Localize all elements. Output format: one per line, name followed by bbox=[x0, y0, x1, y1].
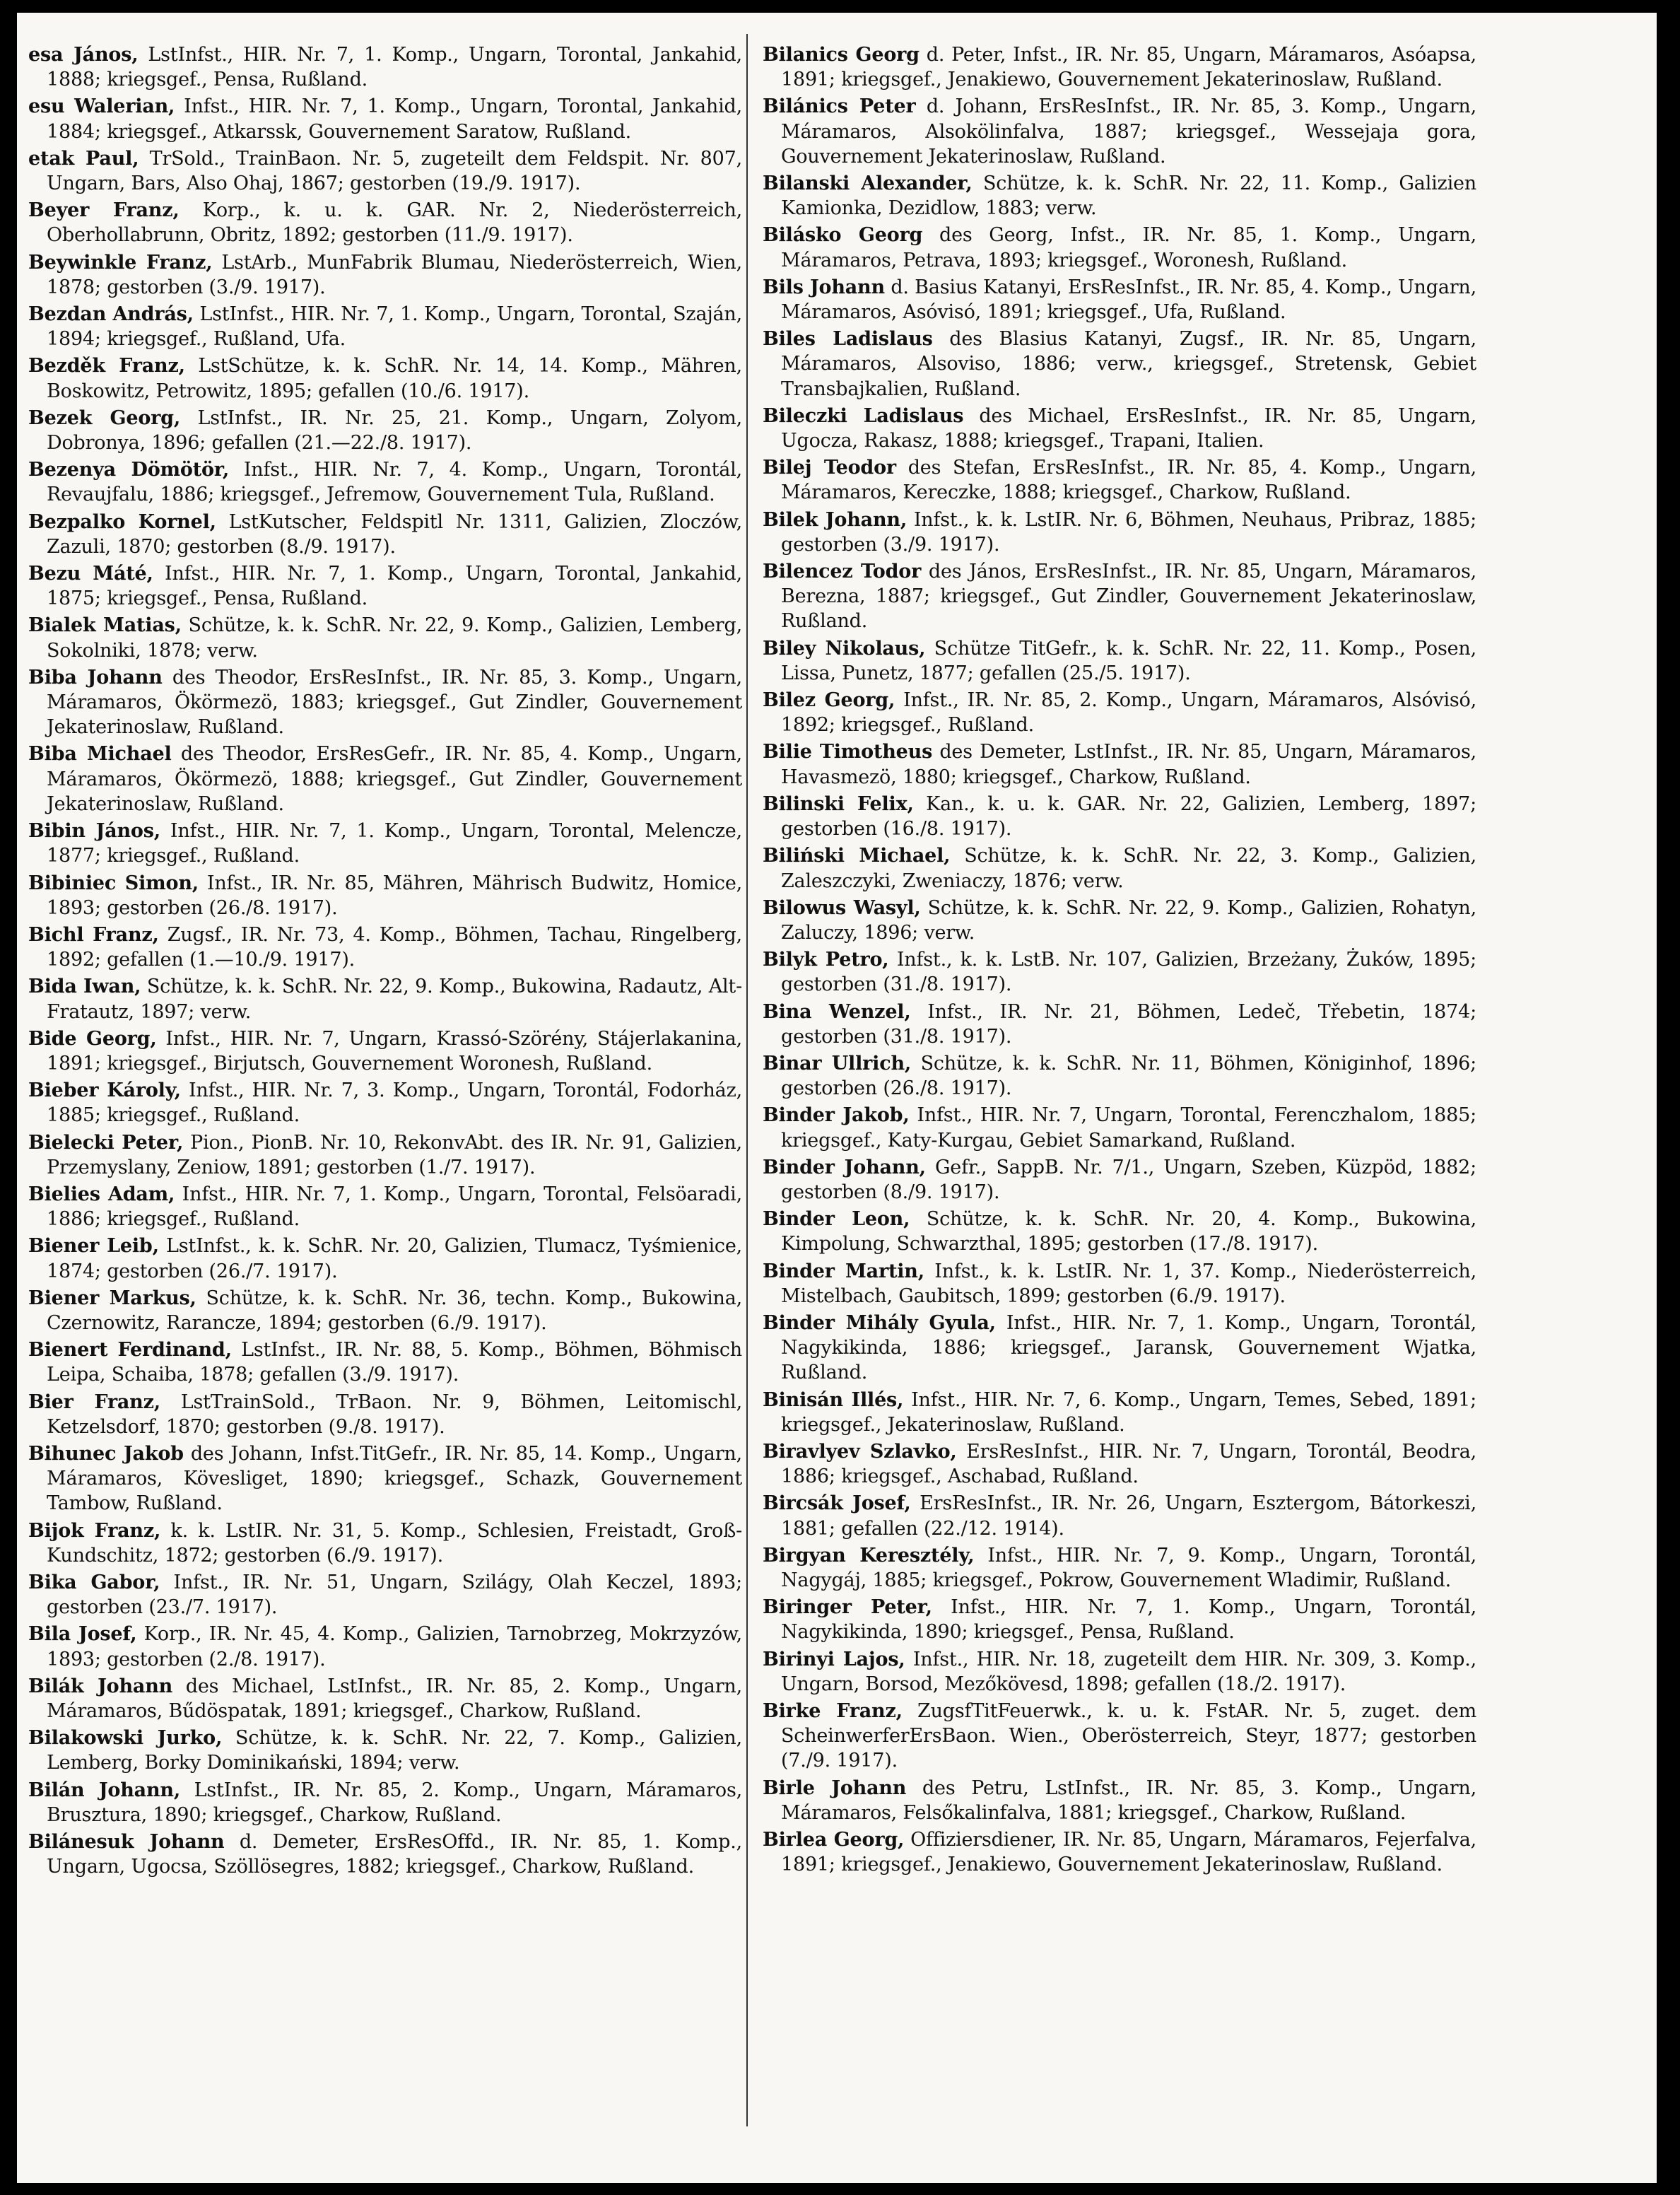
entry-name: Bilánics Peter bbox=[763, 95, 916, 118]
entry-name: Binder Jakob, bbox=[763, 1104, 910, 1127]
entry-name: Birle Johann bbox=[763, 1777, 907, 1799]
entry-name: Birinyi Lajos, bbox=[763, 1648, 905, 1670]
entry-details: ErsResInfst., IR. Nr. 26, Ungarn, Esztergom, Bátorkeszi, 1881; gefallen (22./12. 1914). bbox=[781, 1492, 1476, 1540]
entry-name: Binder Johann, bbox=[763, 1156, 926, 1178]
entry-details: LstTrainSold., TrBaon. Nr. 9, Böhmen, Leitomischl, Ketzelsdorf, 1870; gestorben (9./8. 1917). bbox=[47, 1391, 742, 1438]
column-divider bbox=[746, 34, 748, 2126]
entry-name: Bilinski Felix, bbox=[763, 792, 914, 815]
entry-details: LstInfst., IR. Nr. 88, 5. Komp., Böhmen, Böhmisch Leipa, Schaiba, 1878; gefallen (3./9. 1917). bbox=[47, 1339, 742, 1386]
list-entry bbox=[28, 561, 742, 611]
entry-details: LstInfst., IR. Nr. 85, 2. Komp., Ungarn, Máramaros, Brusztura, 1890; kriegsgef., Charkow, Rußland. bbox=[47, 1779, 742, 1826]
list-entry bbox=[763, 1388, 1476, 1437]
list-entry bbox=[763, 223, 1476, 272]
entry-name: Birlea Georg, bbox=[763, 1829, 905, 1851]
entry-details: Infst., HIR. Nr. 7, 3. Komp., Ungarn, Torontál, Fodorház, 1885; kriegsgef., Rußland. bbox=[47, 1079, 742, 1127]
entry-details: d. Demeter, ErsResOffd., IR. Nr. 85, 1. Komp., Ungarn, Ugocsa, Szöllösegres, 1882; kriegsgef., Charkow, Rußland. bbox=[47, 1831, 743, 1878]
list-entry bbox=[28, 1078, 742, 1128]
entry-name: Bilanski Alexander, bbox=[763, 172, 973, 195]
list-entry bbox=[28, 457, 742, 507]
entry-name: Bilanics Georg bbox=[763, 44, 920, 66]
entry-name: Bijok Franz, bbox=[28, 1519, 161, 1542]
entry-name: Biringer Peter, bbox=[763, 1596, 932, 1619]
entry-name: Biba Johann bbox=[28, 666, 163, 689]
list-entry bbox=[28, 146, 742, 196]
entry-name: Bielecki Peter, bbox=[28, 1131, 184, 1154]
entry-details: Schütze, k. k. SchR. Nr. 11, Böhmen, Königinhof, 1896; gestorben (26./8. 1917). bbox=[781, 1052, 1476, 1100]
entry-name: Bichl Franz, bbox=[28, 923, 159, 946]
list-entry bbox=[763, 1776, 1476, 1825]
list-entry bbox=[763, 843, 1476, 893]
entry-name: Bina Wenzel, bbox=[763, 1000, 911, 1023]
entry-name: Bilej Teodor bbox=[763, 457, 896, 479]
entry-details: Infst., IR. Nr. 85, 2. Komp., Ungarn, Máramaros, Alsóvisó, 1892; kriegsgef., Rußland. bbox=[781, 689, 1476, 737]
entry-name: Bibiniec Simon, bbox=[28, 872, 199, 894]
entry-details: des Georg, Infst., IR. Nr. 85, 1. Komp., Ungarn, Máramaros, Petrava, 1893; kriegsgef., Woronesh, Rußland. bbox=[781, 224, 1476, 271]
entry-name: Bilakowski Jurko, bbox=[28, 1727, 223, 1750]
list-entry bbox=[28, 871, 742, 920]
list-entry bbox=[763, 508, 1476, 557]
list-entry bbox=[763, 947, 1476, 997]
entry-details: Schütze TitGefr., k. k. SchR. Nr. 22, 11. Komp., Posen, Lissa, Punetz, 1877; gefallen (25./5. 1917). bbox=[781, 637, 1476, 684]
entry-name: Biener Leib, bbox=[28, 1235, 159, 1258]
entry-name: Bieber Károly, bbox=[28, 1079, 181, 1102]
list-entry bbox=[763, 1491, 1476, 1540]
list-entry bbox=[28, 1570, 742, 1620]
list-entry bbox=[763, 327, 1476, 402]
entry-name: esa János, bbox=[28, 44, 139, 66]
entry-details: Infst., HIR. Nr. 7, 1. Komp., Ungarn, Torontal, Felsöaradi, 1886; kriegsgef., Rußland. bbox=[47, 1183, 742, 1231]
entry-details: Schütze, k. k. SchR. Nr. 20, 4. Komp., Bukowina, Kimpolung, Schwarzthal, 1895; gestorben (17./8. 1917). bbox=[781, 1208, 1476, 1255]
entry-details: ZugsfTitFeuerwk., k. u. k. FstAR. Nr. 5, zuget. dem ScheinwerferErsBaon. Wien., Oberösterreich, Steyr, 1877; gestorben (7./9. 1917). bbox=[781, 1700, 1476, 1772]
list-entry bbox=[763, 94, 1476, 169]
entry-details: Infst., k. k. LstIR. Nr. 6, Böhmen, Neuhaus, Pribraz, 1885; gestorben (3./9. 1917). bbox=[781, 508, 1476, 556]
entry-name: Bilánesuk Johann bbox=[28, 1831, 225, 1854]
list-entry bbox=[763, 1000, 1476, 1049]
list-entry bbox=[28, 1518, 742, 1568]
list-entry bbox=[763, 1647, 1476, 1697]
entry-name: Bircsák Josef, bbox=[763, 1492, 911, 1515]
entry-name: Bileczki Ladislaus bbox=[763, 404, 964, 427]
entry-name: Biliński Michael, bbox=[763, 845, 951, 867]
list-entry bbox=[28, 1182, 742, 1231]
list-entry bbox=[763, 275, 1476, 324]
entry-details: Schütze, k. k. SchR. Nr. 22, 11. Komp., Galizien Kamionka, Dezidlow, 1883; verw. bbox=[781, 172, 1476, 220]
list-entry bbox=[763, 1595, 1476, 1644]
list-entry bbox=[763, 404, 1476, 453]
list-entry bbox=[763, 1311, 1476, 1386]
list-entry bbox=[763, 792, 1476, 841]
entry-details: Infst., IR. Nr. 21, Böhmen, Ledeč, Třebetin, 1874; gestorben (31./8. 1917). bbox=[781, 1000, 1476, 1048]
list-entry bbox=[28, 1726, 742, 1775]
entry-details: k. k. LstIR. Nr. 31, 5. Komp., Schlesien, Freistadt, Groß-Kundschitz, 1872; gestorben (6./9. 1917). bbox=[47, 1519, 742, 1567]
entry-details: Infst., HIR. Nr. 18, zugeteilt dem HIR. Nr. 309, 3. Komp., Ungarn, Borsod, Mezőkövesd, 1898; gefallen (18./2. 1917). bbox=[781, 1648, 1476, 1695]
list-entry bbox=[28, 1778, 742, 1827]
list-entry bbox=[28, 353, 742, 403]
entry-details: Infst., k. k. LstB. Nr. 107, Galizien, Brzeżany, Żuków, 1895; gestorben (31./8. 1917). bbox=[781, 949, 1476, 996]
entry-details: des Michael, LstInfst., IR. Nr. 85, 2. Komp., Ungarn, Máramaros, Bűdöspatak, 1891; kriegsgef., Charkow, Rußland. bbox=[47, 1675, 742, 1722]
entry-name: Beyer Franz, bbox=[28, 199, 180, 222]
entry-name: Bihunec Jakob bbox=[28, 1442, 184, 1465]
entry-details: LstInfst., IR. Nr. 25, 21. Komp., Ungarn, Zolyom, Dobronya, 1896; gefallen (21.—22./8. 1917). bbox=[47, 406, 742, 455]
entry-details: TrSold., TrainBaon. Nr. 5, zugeteilt dem Feldspit. Nr. 807, Ungarn, Bars, Also Ohaj, 1867; gestorben (19./9. 1917). bbox=[47, 147, 742, 195]
entry-details: LstSchütze, k. k. SchR. Nr. 14, 14. Komp., Mähren, Boskowitz, Petrowitz, 1895; gefallen (10./6. 1917). bbox=[47, 355, 742, 402]
entry-details: des Theodor, ErsResGefr., IR. Nr. 85, 4. Komp., Ungarn, Máramaros, Ökörmezö, 1888; kriegsgef., Gut Zindler, Gouvernement Jekaterinoslaw, Rußland. bbox=[47, 743, 742, 815]
entry-name: Bialek Matias, bbox=[28, 614, 182, 637]
entry-details: LstInfst., k. k. SchR. Nr. 20, Galizien, Tlumacz, Tyśmienice, 1874; gestorben (26./7. 1917). bbox=[47, 1235, 743, 1282]
list-entry bbox=[28, 819, 742, 868]
entry-name: Bilyk Petro, bbox=[763, 949, 889, 971]
document-page bbox=[17, 13, 1657, 2183]
entry-name: Bilek Johann, bbox=[763, 508, 907, 531]
list-entry bbox=[28, 974, 742, 1024]
entry-name: Biba Michael bbox=[28, 743, 172, 766]
entry-name: Beywinkle Franz, bbox=[28, 251, 213, 274]
entry-name: Bielies Adam, bbox=[28, 1183, 175, 1205]
list-entry bbox=[28, 1026, 742, 1076]
right-column bbox=[763, 42, 1476, 1879]
list-entry bbox=[763, 1259, 1476, 1309]
list-entry bbox=[28, 198, 742, 247]
entry-details: des Theodor, ErsResInfst., IR. Nr. 85, 3. Komp., Ungarn, Máramaros, Ökörmezö, 1883; kriegsgef., Gut Zindler, Gouvernement Jekaterinoslaw, Rußland. bbox=[47, 666, 742, 739]
list-entry bbox=[763, 559, 1476, 634]
list-entry bbox=[28, 1441, 742, 1516]
entry-name: Bika Gabor, bbox=[28, 1571, 160, 1593]
entry-details: Schütze, k. k. SchR. Nr. 22, 9. Komp., Galizien, Lemberg, Sokolniki, 1878; verw. bbox=[47, 614, 742, 662]
list-entry bbox=[28, 94, 742, 144]
list-entry bbox=[28, 42, 742, 92]
entry-name: Biles Ladislaus bbox=[763, 328, 933, 351]
entry-details: d. Peter, Infst., IR. Nr. 85, Ungarn, Máramaros, Asóapsa, 1891; kriegsgef., Jenakiewo, Gouvernement Jekaterinoslaw, Rußland. bbox=[781, 44, 1476, 91]
list-entry bbox=[763, 739, 1476, 789]
entry-name: Binder Martin, bbox=[763, 1260, 924, 1282]
entry-details: Schütze, k. k. SchR. Nr. 22, 3. Komp., Galizien, Zaleszczyki, Zweniaczy, 1876; verw. bbox=[781, 845, 1476, 892]
entry-name: Biravlyev Szlavko, bbox=[763, 1440, 957, 1463]
entry-details: LstInfst., HIR. Nr. 7, 1. Komp., Ungarn, Torontal, Jankahid, 1888; kriegsgef., Pensa, Rußland. bbox=[47, 44, 742, 91]
entry-name: Bienert Ferdinand, bbox=[28, 1339, 232, 1362]
entry-name: Bezu Máté, bbox=[28, 563, 153, 585]
list-entry bbox=[763, 1155, 1476, 1205]
list-entry bbox=[28, 1674, 742, 1723]
entry-name: Bezděk Franz, bbox=[28, 355, 185, 377]
entry-details: Infst., HIR. Nr. 7, 4. Komp., Ungarn, Torontál, Revaujfalu, 1886; kriegsgef., Jefremow, Gouvernement Tula, Rußland. bbox=[47, 459, 742, 506]
entry-name: Bibin János, bbox=[28, 820, 160, 843]
list-entry bbox=[28, 406, 742, 455]
entry-name: Bila Josef, bbox=[28, 1623, 137, 1646]
entry-name: Bida Iwan, bbox=[28, 976, 141, 998]
entry-name: Bezek Georg, bbox=[28, 406, 181, 429]
entry-details: Offiziersdiener, IR. Nr. 85, Ungarn, Máramaros, Fejerfalva, 1891; kriegsgef., Jenakiewo, Gouvernement Jekaterinoslaw, Rußland. bbox=[781, 1829, 1476, 1876]
entry-details: LstInfst., HIR. Nr. 7, 1. Komp., Ungarn, Torontal, Szaján, 1894; kriegsgef., Rußland, Ufa. bbox=[47, 303, 742, 351]
entry-details: Infst., HIR. Nr. 7, 1. Komp., Ungarn, Torontál, Nagykikinda, 1890; kriegsgef., Pensa, Rußland. bbox=[781, 1596, 1476, 1644]
entry-details: Schütze, k. k. SchR. Nr. 22, 9. Komp., Galizien, Rohatyn, Zaluczy, 1896; verw. bbox=[781, 896, 1476, 944]
entry-details: LstKutscher, Feldspitl Nr. 1311, Galizien, Zloczów, Zazuli, 1870; gestorben (8./9. 1917). bbox=[47, 510, 742, 558]
entry-name: Binar Ullrich, bbox=[763, 1052, 912, 1075]
entry-name: Bils Johann bbox=[763, 276, 885, 298]
entry-name: Bilie Timotheus bbox=[763, 741, 933, 763]
entry-name: Biener Markus, bbox=[28, 1287, 196, 1309]
entry-details: Infst., HIR. Nr. 7, 1. Komp., Ungarn, Torontal, Melencze, 1877; kriegsgef., Rußland. bbox=[47, 820, 742, 867]
entry-name: Bilencez Todor bbox=[763, 561, 922, 583]
list-entry bbox=[763, 1051, 1476, 1101]
entry-details: Infst., HIR. Nr. 7, 1. Komp., Ungarn, Torontál, Nagykikinda, 1886; kriegsgef., Jaransk, Gouvernement Wjatka, Rußland. bbox=[781, 1311, 1476, 1384]
entry-details: des Stefan, ErsResInfst., IR. Nr. 85, 4. Komp., Ungarn, Máramaros, Kereczke, 1888; kriegsgef., Charkow, Rußland. bbox=[781, 457, 1476, 504]
list-entry bbox=[28, 665, 742, 740]
entry-details: des Blasius Katanyi, Zugsf., IR. Nr. 85, Ungarn, Máramaros, Alsoviso, 1886; verw., kriegsgef., Stretensk, Gebiet Transbajkalien, Rußland. bbox=[781, 328, 1476, 400]
entry-name: Binisán Illés, bbox=[763, 1388, 904, 1411]
entry-name: Bide Georg, bbox=[28, 1027, 157, 1050]
list-entry bbox=[763, 688, 1476, 737]
entry-name: Birke Franz, bbox=[763, 1700, 903, 1722]
entry-details: des Michael, ErsResInfst., IR. Nr. 85, Ungarn, Ugocza, Rakasz, 1888; kriegsgef., Trapani, Italien. bbox=[781, 404, 1476, 452]
entry-details: Infst., HIR. Nr. 7, Ungarn, Torontal, Ferenczhalom, 1885; kriegsgef., Katy-Kurgau, Gebiet Samarkand, Rußland. bbox=[781, 1104, 1476, 1152]
entry-details: Schütze, k. k. SchR. Nr. 22, 7. Komp., Galizien, Lemberg, Borky Dominikański, 1894; verw. bbox=[47, 1727, 743, 1774]
list-entry bbox=[28, 1130, 742, 1180]
entry-name: Biley Nikolaus, bbox=[763, 637, 926, 660]
list-entry bbox=[28, 613, 742, 662]
entry-name: Binder Leon, bbox=[763, 1208, 910, 1231]
entry-details: Infst., HIR. Nr. 7, 1. Komp., Ungarn, Torontal, Jankahid, 1875; kriegsgef., Pensa, Rußland. bbox=[47, 563, 742, 610]
entry-name: Bier Franz, bbox=[28, 1391, 160, 1413]
entry-details: Infst., HIR. Nr. 7, 6. Komp., Ungarn, Temes, Sebed, 1891; kriegsgef., Jekaterinoslaw, Rußland. bbox=[781, 1388, 1476, 1436]
entry-details: Gefr., SappB. Nr. 7/1., Ungarn, Szeben, Küzpöd, 1882; gestorben (8./9. 1917). bbox=[781, 1156, 1476, 1203]
list-entry bbox=[763, 636, 1476, 686]
list-entry bbox=[28, 1830, 742, 1879]
entry-details: Korp., IR. Nr. 45, 4. Komp., Galizien, Tarnobrzeg, Mokrzyzów, 1893; gestorben (2./8. 1917). bbox=[47, 1623, 742, 1670]
list-entry bbox=[763, 42, 1476, 92]
entry-details: Pion., PionB. Nr. 10, RekonvAbt. des IR. Nr. 91, Galizien, Przemyslany, Zeniow, 1891; gestorben (1./7. 1917). bbox=[47, 1131, 742, 1178]
entry-name: Bilez Georg, bbox=[763, 689, 895, 712]
list-entry bbox=[763, 1543, 1476, 1593]
entry-details: des Johann, Infst.TitGefr., IR. Nr. 85, 14. Komp., Ungarn, Máramaros, Kövesliget, 1890; kriegsgef., Schazk, Gouvernement Tambow, Rußland. bbox=[47, 1442, 742, 1515]
entry-name: Bilák Johann bbox=[28, 1675, 173, 1697]
entry-name: Bezpalko Kornel, bbox=[28, 510, 216, 533]
list-entry bbox=[28, 1338, 742, 1387]
entry-details: des János, ErsResInfst., IR. Nr. 85, Ungarn, Máramaros, Berezna, 1887; kriegsgef., Gut Zindler, Gouvernement Jekaterinoslaw, Rußland. bbox=[781, 561, 1477, 633]
entry-name: Bezdan András, bbox=[28, 303, 194, 326]
list-entry bbox=[763, 1699, 1476, 1774]
list-entry bbox=[28, 1286, 742, 1335]
entry-details: Korp., k. u. k. GAR. Nr. 2, Niederösterreich, Oberhollabrunn, Obritz, 1892; gestorben (11./9. 1917). bbox=[47, 199, 743, 247]
left-column bbox=[28, 42, 742, 1881]
entry-details: Infst., HIR. Nr. 7, 1. Komp., Ungarn, Torontal, Jankahid, 1884; kriegsgef., Atkarssk, Gouvernement Saratow, Rußland. bbox=[47, 95, 742, 143]
entry-name: etak Paul, bbox=[28, 147, 139, 170]
list-entry bbox=[28, 250, 742, 300]
entry-name: Birgyan Keresztély, bbox=[763, 1544, 975, 1567]
entry-name: Bezenya Dömötör, bbox=[28, 459, 230, 481]
list-entry bbox=[28, 510, 742, 559]
entry-details: Schütze, k. k. SchR. Nr. 36, techn. Komp., Bukowina, Czernowitz, Rarancze, 1894; gestorben (6./9. 1917). bbox=[47, 1287, 742, 1334]
list-entry bbox=[28, 1234, 742, 1283]
entry-details: Kan., k. u. k. GAR. Nr. 22, Galizien, Lemberg, 1897; gestorben (16./8. 1917). bbox=[781, 792, 1476, 841]
entry-name: esu Walerian, bbox=[28, 95, 175, 118]
list-entry bbox=[763, 896, 1476, 945]
entry-details: des Demeter, LstInfst., IR. Nr. 85, Ungarn, Máramaros, Havasmezö, 1880; kriegsgef., Charkow, Rußland. bbox=[781, 741, 1476, 788]
list-entry bbox=[28, 302, 742, 351]
entry-name: Bilán Johann, bbox=[28, 1779, 181, 1801]
list-entry bbox=[763, 1439, 1476, 1489]
list-entry bbox=[763, 171, 1476, 221]
entry-name: Bilowus Wasyl, bbox=[763, 896, 921, 919]
entry-name: Bilásko Georg bbox=[763, 224, 923, 247]
list-entry bbox=[28, 742, 742, 816]
entry-details: Infst., IR. Nr. 51, Ungarn, Szilágy, Olah Keczel, 1893; gestorben (23./7. 1917). bbox=[47, 1571, 742, 1619]
entry-details: Infst., k. k. LstIR. Nr. 1, 37. Komp., Niederösterreich, Mistelbach, Gaubitsch, 1899; gestorben (6./9. 1917). bbox=[781, 1260, 1476, 1307]
entry-details: Schütze, k. k. SchR. Nr. 22, 9. Komp., Bukowina, Radautz, Alt-Fratautz, 1897; verw. bbox=[47, 976, 743, 1023]
list-entry bbox=[28, 923, 742, 972]
entry-details: Infst., HIR. Nr. 7, Ungarn, Krassó-Szörény, Stájerlakanina, 1891; kriegsgef., Birjutsch, Gouvernement Woronesh, Rußland. bbox=[47, 1027, 742, 1075]
entry-details: d. Basius Katanyi, ErsResInfst., IR. Nr. 85, 4. Komp., Ungarn, Máramaros, Asóvisó, 1891; kriegsgef., Ufa, Rußland. bbox=[781, 276, 1476, 324]
list-entry bbox=[763, 455, 1476, 505]
list-entry bbox=[763, 1207, 1476, 1256]
list-entry bbox=[28, 1622, 742, 1671]
list-entry bbox=[763, 1827, 1476, 1877]
entry-details: ErsResInfst., HIR. Nr. 7, Ungarn, Torontál, Beodra, 1886; kriegsgef., Aschabad, Rußland. bbox=[781, 1440, 1476, 1488]
entry-details: Infst., IR. Nr. 85, Mähren, Mährisch Budwitz, Homice, 1893; gestorben (26./8. 1917). bbox=[47, 872, 743, 919]
list-entry bbox=[28, 1390, 742, 1439]
entry-details: Zugsf., IR. Nr. 73, 4. Komp., Böhmen, Tachau, Ringelberg, 1892; gefallen (1.—10./9. 1917). bbox=[47, 923, 743, 971]
entry-details: d. Johann, ErsResInfst., IR. Nr. 85, 3. Komp., Ungarn, Máramaros, Alsokölinfalva, 1887; kriegsgef., Wessejaja gora, Gouvernement Jekaterinoslaw, Rußland. bbox=[781, 95, 1476, 168]
entry-name: Binder Mihály Gyula, bbox=[763, 1311, 996, 1334]
entry-details: des Petru, LstInfst., IR. Nr. 85, 3. Komp., Ungarn, Máramaros, Felsőkalinfalva, 1881; kriegsgef., Charkow, Rußland. bbox=[781, 1777, 1476, 1824]
entry-details: Infst., HIR. Nr. 7, 9. Komp., Ungarn, Torontál, Nagygáj, 1885; kriegsgef., Pokrow, Gouvernement Wladimir, Rußland. bbox=[781, 1544, 1477, 1591]
list-entry bbox=[763, 1103, 1476, 1152]
entry-details: LstArb., MunFabrik Blumau, Niederösterreich, Wien, 1878; gestorben (3./9. 1917). bbox=[47, 251, 743, 298]
